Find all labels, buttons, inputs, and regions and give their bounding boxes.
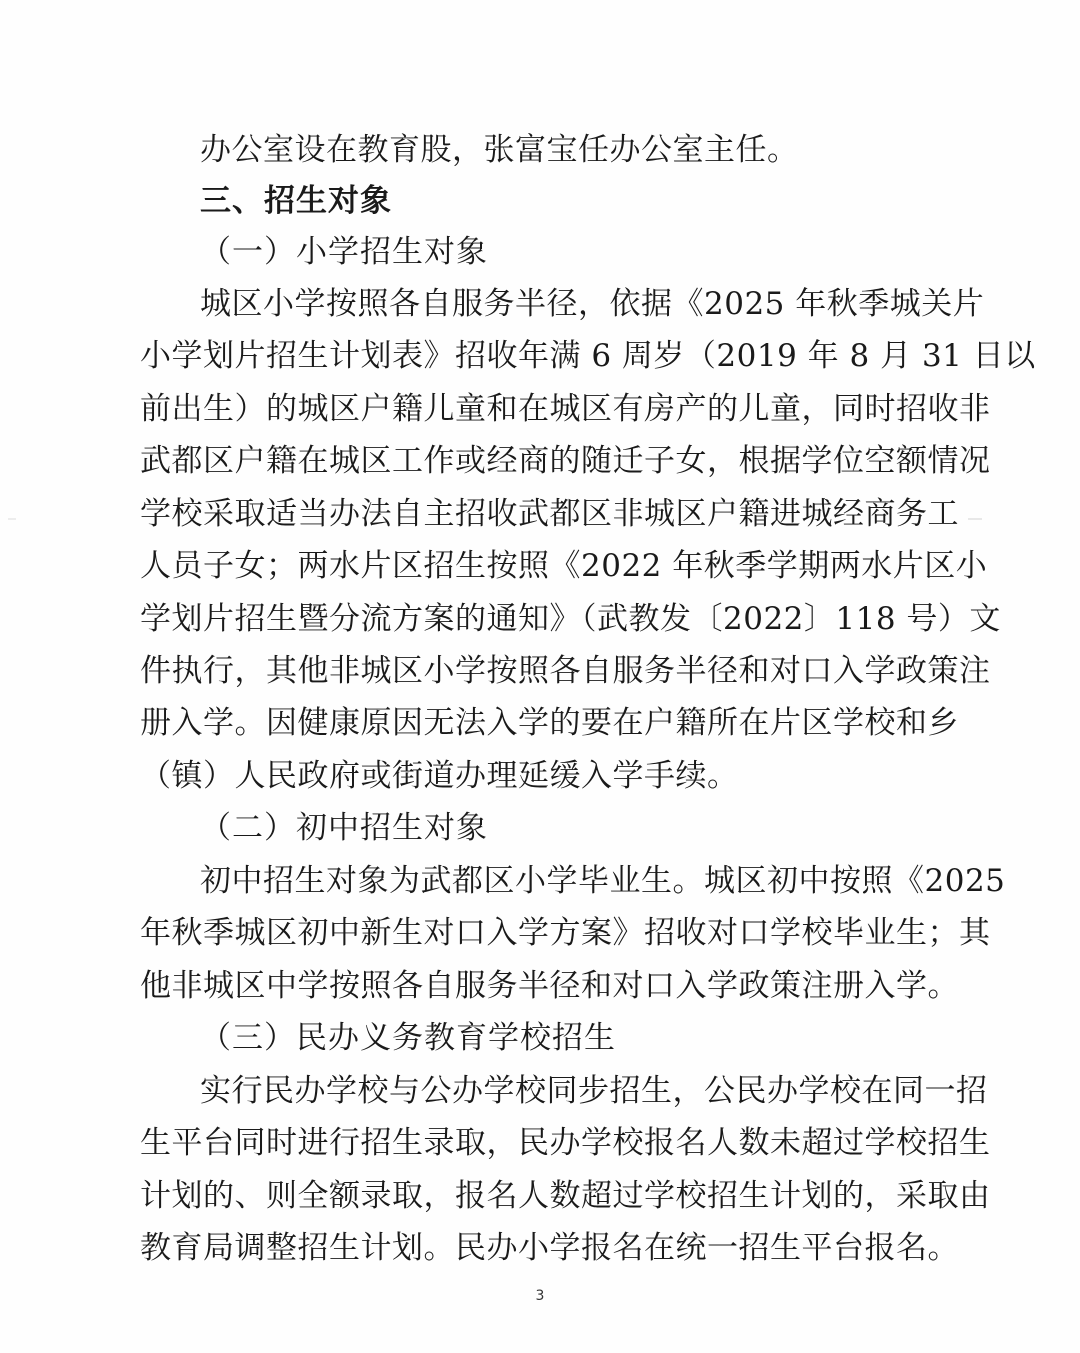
paragraph-line: 年秋季城区初中新生对口入学方案》招收对口学校毕业生；其: [140, 915, 991, 951]
paragraph-line: 小学划片招生计划表》招收年满 6 周岁（2019 年 8 月 31 日以: [140, 338, 1036, 374]
paragraph-line: 计划的、则全额录取，报名人数超过学校招生计划的，采取由: [140, 1178, 991, 1214]
section-heading: 三、招生对象: [200, 183, 392, 219]
subsection-heading: （三）民办义务教育学校招生: [200, 1020, 616, 1056]
paragraph-line: 城区小学按照各自服务半径，依据《2025 年秋季城关片: [200, 286, 985, 322]
paragraph-line: （镇）人民政府或街道办理延缓入学手续。: [140, 758, 739, 794]
page-number: 3: [535, 1288, 545, 1304]
paragraph-line: 件执行，其他非城区小学按照各自服务半径和对口入学政策注: [140, 653, 991, 689]
paragraph-line: 他非城区中学按照各自服务半径和对口入学政策注册入学。: [140, 968, 959, 1004]
scan-artifact: [968, 518, 982, 520]
paragraph-line: 学校采取适当办法自主招收武都区非城区户籍进城经商务工: [140, 496, 959, 532]
paragraph-line: 学划片招生暨分流方案的通知》（武教发〔2022〕118 号）文: [140, 601, 1001, 637]
paragraph-line: 生平台同时进行招生录取，民办学校报名人数未超过学校招生: [140, 1125, 991, 1161]
paragraph-line: 册入学。因健康原因无法入学的要在户籍所在片区学校和乡: [140, 705, 959, 741]
paragraph-line: 人员子女；两水片区招生按照《2022 年秋季学期两水片区小: [140, 548, 988, 584]
paragraph-line: 初中招生对象为武都区小学毕业生。城区初中按照《2025: [200, 863, 1006, 899]
paragraph-line: 武都区户籍在城区工作或经商的随迁子女，根据学位空额情况: [140, 443, 991, 479]
subsection-heading: （一）小学招生对象: [200, 234, 488, 270]
subsection-heading: （二）初中招生对象: [200, 810, 488, 846]
paragraph-line: 教育局调整招生计划。民办小学报名在统一招生平台报名。: [140, 1230, 959, 1266]
scan-artifact: [8, 518, 16, 520]
paragraph-line: 办公室设在教育股，张富宝任办公室主任。: [200, 132, 799, 168]
paragraph-line: 前出生）的城区户籍儿童和在城区有房产的儿童，同时招收非: [140, 391, 991, 427]
paragraph-line: 实行民办学校与公办学校同步招生，公民办学校在同一招: [200, 1073, 988, 1109]
